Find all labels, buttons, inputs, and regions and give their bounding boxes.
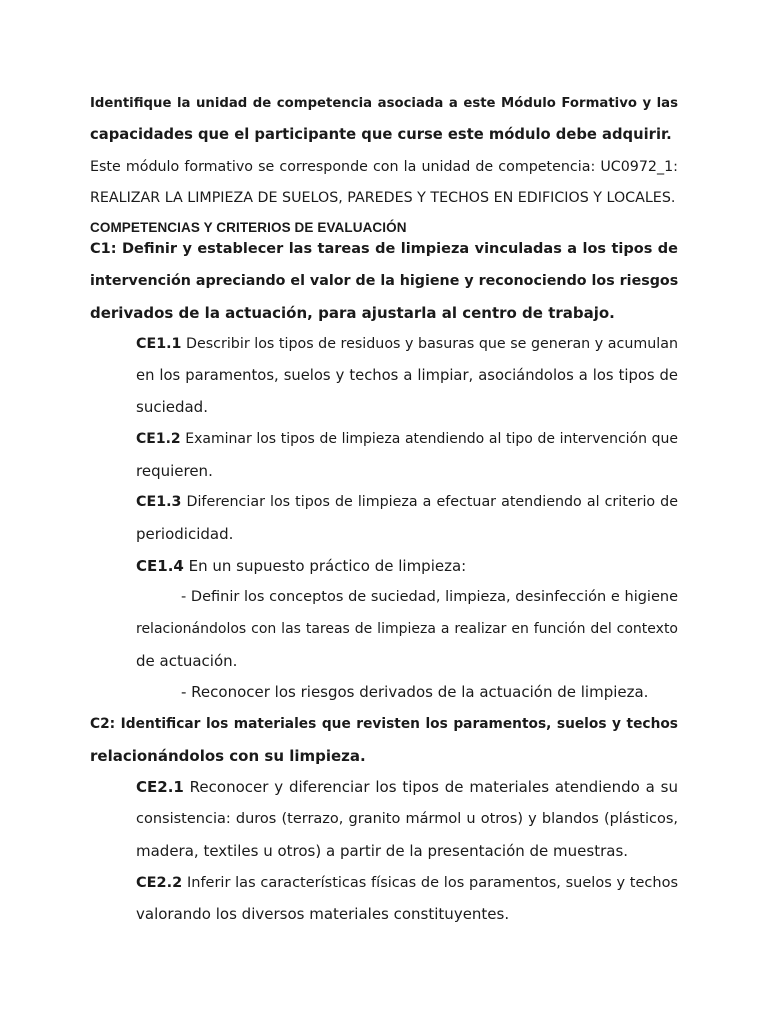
ce21-line-1 xyxy=(136,777,678,797)
intro-text-line-1: Este módulo formativo se corresponde con la unidad de competencia: UC0972_1: xyxy=(90,159,678,175)
ce12-line-1 xyxy=(136,429,678,449)
ce13-line-1 xyxy=(136,492,678,512)
ce12-line-2: requieren. xyxy=(136,462,213,480)
intro-text-line-2: REALIZAR LA LIMPIEZA DE SUELOS, PAREDES Y TECHOS EN EDIFICIOS Y LOCALES. xyxy=(90,190,676,206)
c1-line-1: C1: Definir y establecer las tareas de limpieza vinculadas a los tipos de xyxy=(90,241,678,257)
c1-line-3: derivados de la actuación, para ajustarla al centro de trabajo. xyxy=(90,304,615,322)
ce12-code: CE1.2 xyxy=(136,431,181,447)
c2-line-2: relacionándolos con su limpieza. xyxy=(90,747,366,765)
ce22-code: CE2.2 xyxy=(136,875,183,891)
ce14-code: CE1.4 xyxy=(136,557,184,575)
ce14-item2: - Reconocer los riesgos derivados de la actuación de limpieza. xyxy=(181,683,649,701)
ce13-line-2: periodicidad. xyxy=(136,525,234,543)
ce21-code: CE2.1 xyxy=(136,778,184,796)
c2-line-1: C2: Identificar los materiales que revisten los paramentos, suelos y techos xyxy=(90,716,678,732)
c1-line-2: intervención apreciando el valor de la higiene y reconociendo los riesgos xyxy=(90,273,679,289)
ce12-text: Examinar los tipos de limpieza atendiendo al tipo de intervención que xyxy=(180,431,678,447)
ce14-text: En un supuesto práctico de limpieza: xyxy=(183,557,467,575)
ce21-text: Reconocer y diferenciar los tipos de materiales atendiendo a su xyxy=(183,778,678,796)
ce21-line-3: madera, textiles u otros) a partir de la presentación de muestras. xyxy=(136,842,629,860)
ce11-text: Describir los tipos de residuos y basuras que se generan y acumulan xyxy=(181,336,678,352)
ce14-item1-line-1: - Definir los conceptos de suciedad, limpieza, desinfección e higiene xyxy=(181,589,678,605)
intro-question-line-1: Identifique la unidad de competencia asociada a este Módulo Formativo y las xyxy=(90,96,678,111)
ce11-line-3: suciedad. xyxy=(136,398,208,416)
ce22-line-1 xyxy=(136,873,678,893)
intro-question-line-2: capacidades que el participante que curse este módulo debe adquirir. xyxy=(90,126,672,143)
ce22-text: Inferir las características físicas de los paramentos, suelos y techos xyxy=(182,875,678,891)
ce14-item1-line-3: de actuación. xyxy=(136,652,238,670)
ce21-line-2: consistencia: duros (terrazo, granito mármol u otros) y blandos (plásticos, xyxy=(136,811,678,827)
section-heading: COMPETENCIAS Y CRITERIOS DE EVALUACIÓN xyxy=(90,220,407,235)
ce22-line-2: valorando los diversos materiales constituyentes. xyxy=(136,905,510,923)
ce14-line-1 xyxy=(136,556,678,576)
ce13-text: Diferenciar los tipos de limpieza a efectuar atendiendo al criterio de xyxy=(181,494,678,510)
ce14-item1-line-2: relacionándolos con las tareas de limpieza a realizar en función del contexto xyxy=(136,621,678,637)
ce13-code: CE1.3 xyxy=(136,494,182,510)
ce11-line-2: en los paramentos, suelos y techos a limpiar, asociándolos a los tipos de xyxy=(136,367,678,384)
ce11-line-1 xyxy=(136,334,678,354)
ce11-code: CE1.1 xyxy=(136,336,182,352)
